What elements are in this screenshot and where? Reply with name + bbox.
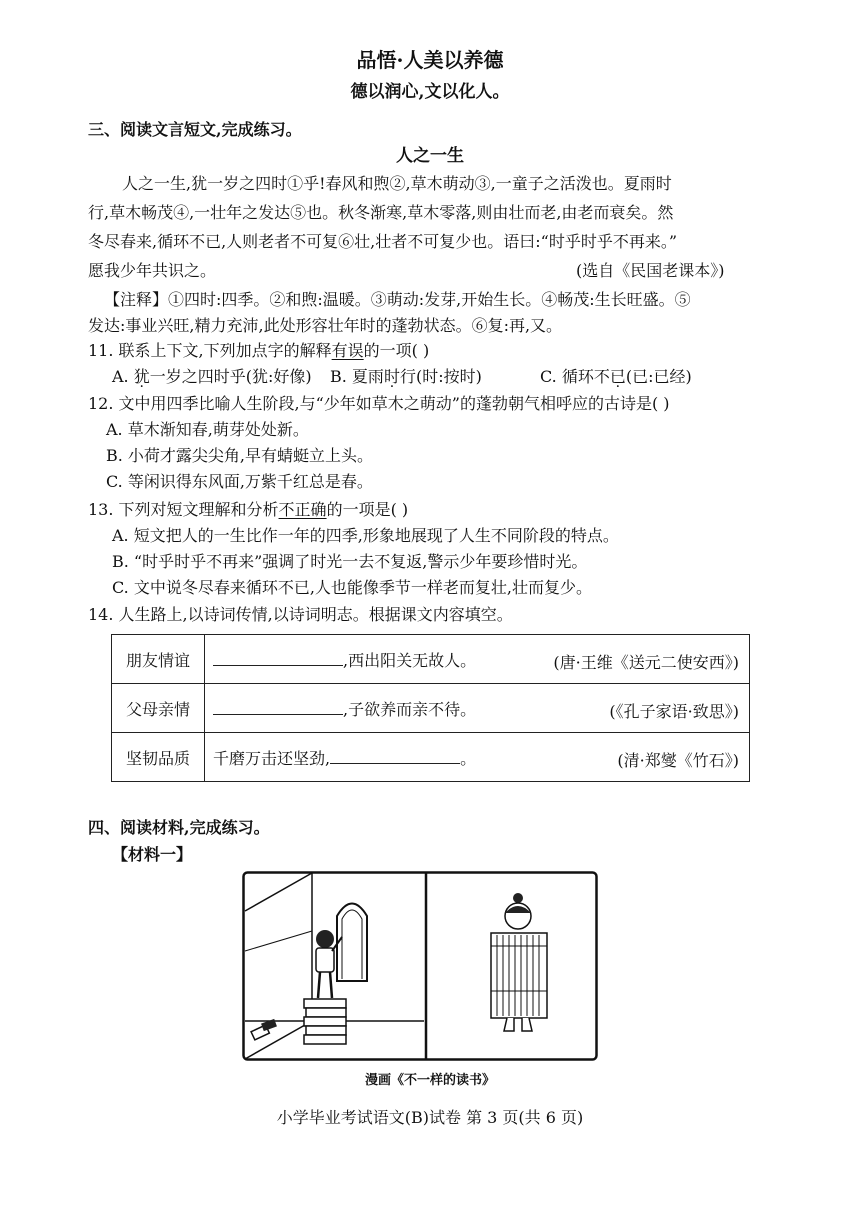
section4-heading: 四、阅读材料,完成练习。 (88, 818, 270, 837)
material-label: 【材料一】 (112, 845, 193, 864)
line-text: ,西出阳关无故人。 (343, 650, 477, 670)
q11-option-c[interactable] (540, 367, 692, 387)
page-subtitle: 德以润心,文以化人。 (350, 82, 510, 102)
q14-stem: 14. 人生路上,以诗词传情,以诗词明志。根据课文内容填空。 (88, 605, 513, 624)
q11-c-dotted-char: 已 (609, 367, 626, 386)
fill-cell (205, 733, 750, 782)
passage-line-1: 人之一生,犹一岁之四时①乎!春风和煦②,草木萌动③,一童子之活泼也。夏雨时 (122, 174, 672, 193)
poem-fill-table (111, 634, 750, 782)
line-text: 千磨万击还坚劲, (213, 748, 331, 768)
fill-cell (205, 635, 750, 684)
passage-line-4: 愿我少年共识之。 (88, 261, 217, 280)
q11-b-pre: B. 夏雨 (330, 367, 384, 386)
answer-blank[interactable] (213, 700, 343, 715)
q13-stem-end: 的一项是( ) (326, 500, 409, 519)
table-row (112, 684, 750, 733)
source-text: (唐·王维《送元二使安西》) (553, 653, 739, 672)
passage-line-2: 行,草木畅茂④,一壮年之发达⑤也。秋冬渐寒,草木零落,则由壮而老,由老而衰矣。然 (88, 203, 674, 222)
comic-caption: 漫画《不一样的读书》 (364, 1073, 495, 1088)
passage-title: 人之一生 (396, 146, 464, 166)
q12-option-c[interactable]: C. 等闲识得东风面,万紫千红总是春。 (106, 472, 373, 491)
q11-stem-end: 的一项( ) (363, 341, 430, 360)
category-cell: 朋友情谊 (112, 635, 205, 684)
category-cell: 坚韧品质 (112, 733, 205, 782)
q11-stem (88, 341, 429, 361)
comic-illustration (242, 871, 598, 1061)
q11-a-pre: A. (112, 367, 134, 386)
fill-cell (205, 684, 750, 733)
page-title: 品悟·人美以养德 (356, 48, 504, 72)
answer-blank[interactable] (330, 749, 460, 764)
q11-c-pre: C. 循环不 (540, 367, 610, 386)
q13-option-a[interactable]: A. 短文把人的一生比作一年的四季,形象地展现了人生不同阶段的特点。 (112, 526, 619, 545)
category-cell: 父母亲情 (112, 684, 205, 733)
q12-option-b[interactable]: B. 小荷才露尖尖角,早有蜻蜓立上头。 (106, 446, 374, 465)
q11-stem-underlined: 有误 (331, 341, 364, 360)
q13-stem-underlined: 不正确 (278, 500, 327, 519)
line-end: 。 (460, 748, 477, 768)
notes-line-1: 【注释】①四时:四季。②和煦:温暖。③萌动:发芽,开始生长。④畅茂:生长旺盛。⑤ (104, 290, 691, 309)
q11-a-post: 一岁之四时乎(犹:好像) (149, 367, 312, 386)
section3-heading: 三、阅读文言短文,完成练习。 (88, 120, 302, 139)
passage-line-3: 冬尽春来,循环不已,人则老者不可复⑥壮,壮者不可复少也。语曰:“时乎时乎不再来。” (88, 232, 678, 251)
q13-stem (88, 500, 408, 520)
line-text: ,子欲养而亲不待。 (343, 699, 477, 719)
q12-stem: 12. 文中用四季比喻人生阶段,与“少年如草木之萌动”的蓬勃朝气相呼应的古诗是( ) (88, 394, 670, 413)
q13-option-b[interactable]: B. “时乎时乎不再来”强调了时光一去不复返,警示少年要珍惜时光。 (112, 552, 588, 571)
passage-source: (选自《民国老课本》) (576, 261, 725, 280)
q11-b-post: 行(时:按时) (399, 367, 482, 386)
answer-blank[interactable] (213, 651, 343, 666)
q11-option-a[interactable] (112, 367, 312, 387)
q13-stem-text: 13. 下列对短文理解和分析 (88, 500, 279, 519)
table-row (112, 733, 750, 782)
table-row (112, 635, 750, 684)
q11-option-b[interactable] (330, 367, 482, 387)
source-text: (《孔子家语·致思》) (609, 702, 739, 721)
q13-option-c[interactable]: C. 文中说冬尽春来循环不已,人也能像季节一样老而复壮,壮而复少。 (112, 578, 593, 597)
notes-line-2: 发达:事业兴旺,精力充沛,此处形容壮年时的蓬勃状态。⑥复:再,又。 (88, 316, 563, 335)
source-text: (清·郑燮《竹石》) (617, 751, 739, 770)
q12-option-a[interactable]: A. 草木渐知春,萌芽处处新。 (106, 420, 309, 439)
q11-stem-text: 11. 联系上下文,下列加点字的解释 (88, 341, 332, 360)
page-footer: 小学毕业考试语文(B)试卷 第 3 页(共 6 页) (276, 1108, 584, 1127)
q11-b-dotted-char: 时 (383, 367, 400, 386)
q11-c-post: (已:已经) (625, 367, 692, 386)
q11-a-dotted-char: 犹 (133, 367, 150, 386)
